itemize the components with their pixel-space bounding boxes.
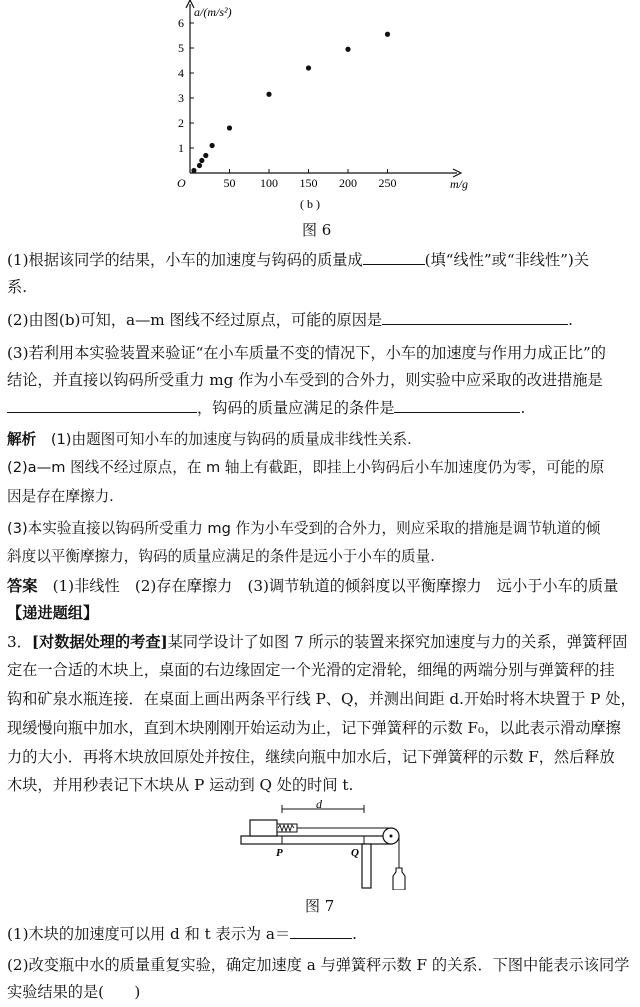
- y-tick-label: 3: [178, 91, 184, 105]
- y-tick-label: 5: [178, 41, 184, 55]
- question-1: [7, 250, 633, 270]
- question-1-hint: (填“线性”或“非线性”)关: [424, 251, 590, 269]
- d-label: d: [316, 800, 322, 811]
- data-point: [197, 163, 202, 168]
- data-point: [345, 47, 350, 52]
- period: .: [568, 311, 573, 329]
- analysis-line-1: [7, 430, 633, 450]
- figure-6-caption: 图 6: [302, 221, 332, 239]
- analysis-line-2: (2)a—m 图线不经过原点，在 m 轴上有截距，即挂上小钩码后小车加速度仍为零，可能的原: [7, 459, 605, 476]
- wood-block: [250, 820, 277, 836]
- origin-label: O: [177, 176, 186, 190]
- problem-3-line-4: 现缓慢向瓶中加水，直到木块刚刚开始运动为止，记下弹簧秤的示数 F₀，以此表示滑动摩擦: [7, 719, 621, 737]
- period: .: [520, 399, 526, 417]
- y-tick-label: 4: [178, 66, 184, 80]
- answer-label: 答案: [7, 577, 38, 595]
- section-title: 【递进题组】: [7, 604, 99, 622]
- p-label: P: [276, 847, 283, 859]
- table-top: [241, 836, 391, 844]
- question-2-text: (2)由图(b)可知，a—m 图线不经过原点，可能的原因是: [7, 311, 383, 329]
- x-tick-label: 100: [260, 176, 278, 190]
- problem-3-line-6: 木块，并用秒表记下木块从 P 运动到 Q 处的时间 t.: [7, 776, 354, 794]
- data-point: [203, 153, 208, 158]
- problem-3-line-2: 定在一合适的木块上，桌面的右边缘固定一个光滑的定滑轮，细绳的两端分别与弹簧秤的挂: [7, 661, 615, 679]
- question-1-text: (1)根据该同学的结果，小车的加速度与钩码的质量成: [7, 251, 363, 269]
- answer-line: [7, 576, 633, 596]
- analysis-line-5: 斜度以平衡摩擦力，钩码的质量应满足的条件是远小于小车的质量.: [7, 548, 435, 565]
- question-3-line-3: [7, 398, 633, 418]
- data-point: [199, 158, 204, 163]
- pulley-axle: [390, 835, 393, 838]
- problem-3-line-5: 力的大小．再将木块放回原处并按住，继续向瓶中加水后，记下弹簧秤的示数 F，然后释放: [7, 748, 615, 766]
- y-tick-label: 2: [178, 116, 184, 130]
- y-tick-label: 6: [178, 16, 184, 30]
- data-point: [385, 32, 390, 37]
- answer-blank[interactable]: [382, 310, 568, 325]
- question-2: [7, 310, 633, 330]
- x-tick-label: 150: [299, 176, 318, 190]
- chart-sublabel: ( b ): [300, 197, 320, 211]
- water-bottle-icon: [393, 868, 405, 890]
- question-1-cont: 系.: [7, 278, 28, 296]
- figure-7-caption: 图 7: [305, 897, 335, 915]
- data-point: [210, 143, 215, 148]
- question-3-line-2: 结论，并直接以钩码所受重力 mg 作为小车受到的合外力，则实验中应采取的改进措施是: [7, 371, 603, 389]
- q-label: Q: [351, 847, 359, 859]
- data-point: [191, 168, 196, 173]
- answer-blank[interactable]: [394, 398, 520, 413]
- problem-number: 3．: [7, 633, 32, 651]
- sub-question-2-line-2: 实验结果的是( ): [7, 983, 141, 1001]
- figure-7-apparatus: [238, 800, 408, 890]
- table-leg: [362, 844, 371, 888]
- answer-text: (1)非线性 (2)存在摩擦力 (3)调节轨道的倾斜度以平衡摩擦力 远小于小车的质量: [52, 577, 619, 595]
- question-3-line-1: (3)若利用本实验装置来验证“在小车质量不变的情况下，小车的加速度与作用力成正比”的: [7, 344, 606, 362]
- analysis-text: (1)由题图可知小车的加速度与钩码的质量成非线性关系.: [50, 431, 412, 448]
- y-tick-label: 1: [178, 141, 184, 155]
- x-tick-label: 200: [339, 176, 357, 190]
- x-tick-label: 250: [378, 176, 397, 190]
- y-axis-label: a/(m/s²): [194, 5, 232, 19]
- sub-question-1: [7, 924, 633, 944]
- data-point: [227, 125, 232, 130]
- question-3-mid: ，钩码的质量应满足的条件是: [197, 399, 395, 417]
- data-point: [306, 65, 311, 70]
- answer-blank[interactable]: [363, 250, 425, 265]
- data-point: [266, 92, 271, 97]
- problem-tag: [对数据处理的考查]: [31, 633, 168, 651]
- period: .: [352, 925, 357, 943]
- sub-question-1-text: (1)木块的加速度可以用 d 和 t 表示为 a＝: [7, 925, 291, 943]
- analysis-line-3: 因是存在摩擦力.: [7, 488, 114, 505]
- problem-3-line-1: [7, 632, 633, 652]
- x-tick-label: 50: [223, 176, 236, 190]
- answer-blank[interactable]: [290, 924, 352, 939]
- analysis-label: 解析: [7, 431, 37, 448]
- answer-blank[interactable]: [7, 398, 197, 413]
- analysis-line-4: (3)本实验直接以钩码所受重力 mg 作为小车受到的合外力，则应采取的措施是调节轨道的倾: [7, 520, 601, 537]
- x-axis-label: m/g: [450, 177, 468, 191]
- acceleration-mass-chart: [150, 0, 490, 215]
- problem-text: 某同学设计了如图 7 所示的装置来探究加速度与力的关系，弹簧秤固: [167, 633, 628, 651]
- sub-question-2-line-1: (2)改变瓶中水的质量重复实验，确定加速度 a 与弹簧秤示数 F 的关系．下图中能表示该同学: [7, 956, 630, 974]
- problem-3-line-3: 钩和矿泉水瓶连接．在桌面上画出两条平行线 P、Q，并测出间距 d.开始时将木块置于 P 处，: [7, 690, 636, 708]
